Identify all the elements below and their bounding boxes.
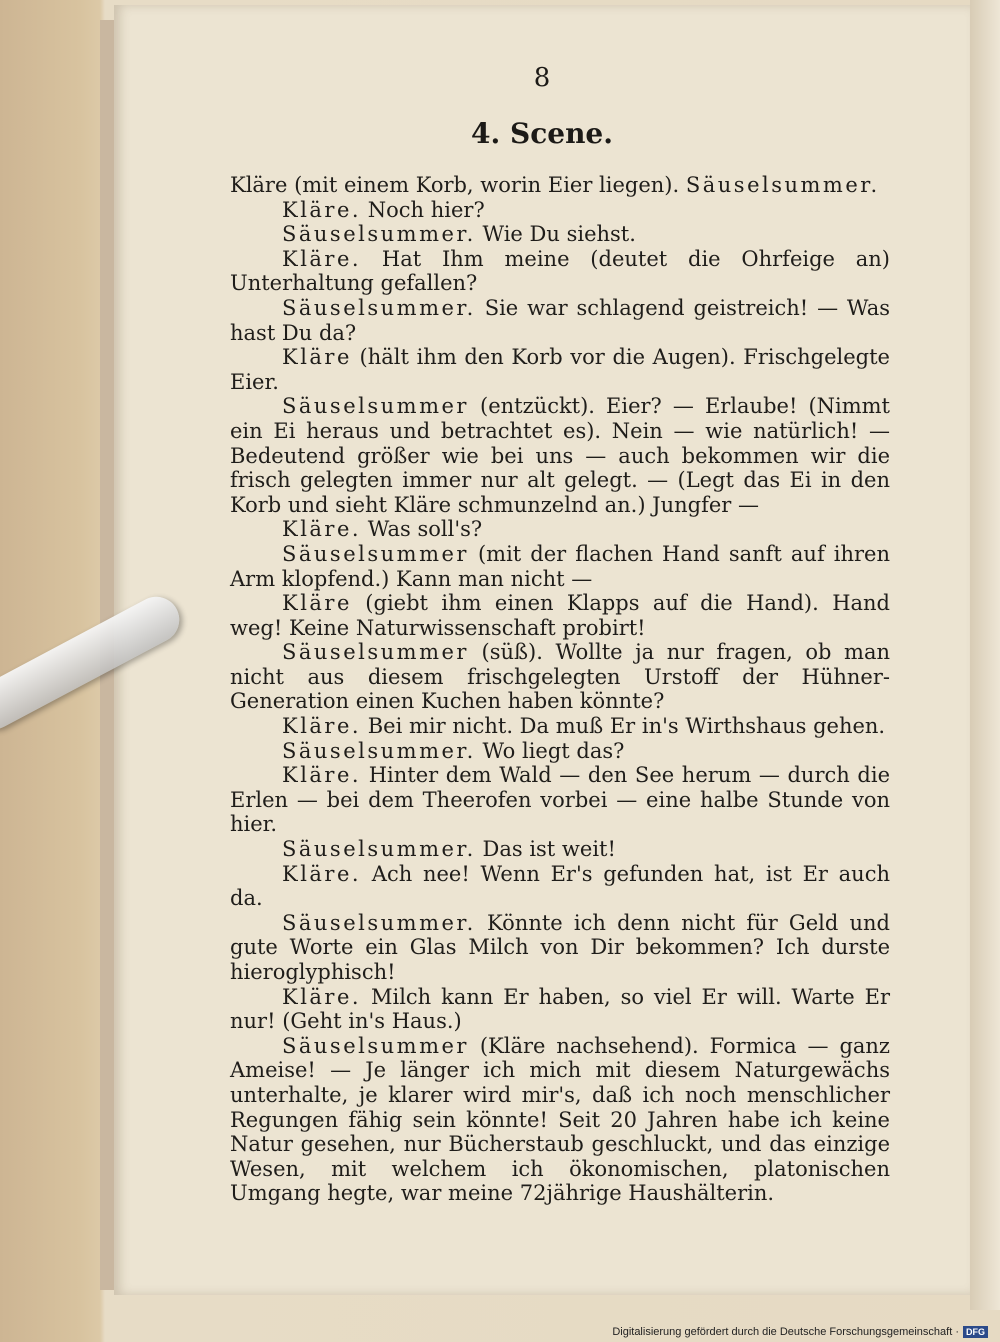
dialogue-paragraph [230,763,890,837]
dialogue-paragraph [230,173,890,198]
speech-text: Sie war schlagend geistreich! — Was hast Du da? [230,295,890,345]
speech-text: Wie Du siehst. [475,222,636,247]
speaker-name: Säuselsummer. [282,837,476,862]
speaker-name: Kläre. [282,984,362,1009]
speaker-name: Kläre. [282,517,362,542]
credit-text: Digitalisierung gefördert durch die Deutsche Forschungsgemeinschaft · [612,1326,959,1338]
dialogue-paragraph [230,394,890,517]
speech-text: (entzückt). Eier? — Erlaube! (Nimmt ein Ei heraus und betrachtet es). Nein — wie natürlich! — Bedeutend größer wie bei uns — auch bekommen wir die frisch gelegten immer nur alt gelegt. — (Legt das Ei in den Korb und sieht Kläre schmunzelnd an.) Jungfer — [230,394,890,517]
speaker-name: Säuselsummer. [282,910,476,935]
speech-text: Hat Ihm meine (deutet die Ohrfeige an) Unterhaltung gefallen? [230,246,890,296]
speech-text: (mit der flachen Hand sanft auf ihren Arm klopfend.) Kann man nicht — [230,541,890,591]
dialogue-paragraph [230,739,890,764]
dialogue-paragraph [230,985,890,1034]
speaker-name: Säuselsummer [282,394,469,419]
speech-text: Wo liegt das? [475,738,625,763]
speaker-name: Säuselsummer [282,541,469,566]
dialogue-paragraph [230,247,890,296]
speech-text: (hält ihm den Korb vor die Augen). Frischgelegte Eier. [230,345,890,394]
speech-text: (süß). Wollte ja nur fragen, ob man nicht aus diesem frischgelegten Urstoff der Hühner-Generation einen Kuchen haben könnte? [230,640,890,714]
digitization-credit [612,1326,988,1338]
speech-text: Das ist weit! [475,837,616,862]
speaker-name: Kläre. [282,197,362,222]
speaker-name: Säuselsummer. [282,222,476,247]
speaker-name: Kläre [282,591,352,616]
page-number: 8 [533,63,551,93]
book-page [114,5,970,1295]
speech-text: (Kläre nachsehend). Formica — ganz Ameise! — Je länger ich mich mit diesem Naturgewächs unterhalte, je klarer wird mir's, daß ich noch menschlicher Regungen fähig sein könnte! Seit 20 Jahren habe ich keine Natur gesehen, nur Bücherstaub geschluckt, und das einzige Wesen, mit welchem ich ökonomischen, platonischen Umgang hegte, war meine 72jährige Haushälterin. [230,1033,890,1206]
speaker-name: Säuselsummer [282,640,469,665]
speaker-name: Kläre. [282,246,362,271]
dialogue-paragraph [230,911,890,985]
speaker-name: Säuselsummer [282,1033,469,1058]
dfg-logo: DFG [963,1326,988,1338]
dialogue-paragraph [230,837,890,862]
scene-title: 4. Scene. [471,117,613,150]
dialogue-paragraph [230,640,890,714]
speech-text: Könnte ich denn nicht für Geld und gute Worte ein Glas Milch von Dir bekommen? Ich durste hieroglyphisch! [230,910,890,984]
dialogue-paragraph [230,862,890,911]
speech-text: Bei mir nicht. Da muß Er in's Wirthshaus gehen. [361,714,886,739]
dialogue-paragraph [230,591,890,640]
dialogue-paragraph [230,198,890,223]
speaker-name: Kläre. [282,714,362,739]
dialogue-paragraph [230,222,890,247]
dialogue-paragraph [230,296,890,345]
speaker-name: Säuselsummer. [685,173,880,197]
speech-text: Hinter dem Wald — den See herum — durch die Erlen — bei dem Theerofen vorbei — eine halbe Stunde von hier. [230,763,890,837]
page-stack-edge [970,0,1000,1310]
dialogue-paragraph [230,345,890,394]
dialogue-paragraph [230,517,890,542]
dialogue-text [230,173,890,1206]
speech-text: (giebt ihm einen Klapps auf die Hand). Hand weg! Keine Naturwissenschaft probirt! [230,591,890,640]
speech-text: Noch hier? [361,197,485,222]
speaker-name: Säuselsummer. [282,738,476,763]
dialogue-paragraph [230,714,890,739]
speaker-name: Kläre. [282,861,362,886]
stage-direction: Kläre (mit einem Korb, worin Eier liegen). [230,173,686,197]
dialogue-paragraph [230,542,890,591]
speaker-name: Kläre [282,345,352,370]
speaker-name: Kläre. [282,763,362,788]
speech-text: Was soll's? [361,517,483,542]
dialogue-paragraph [230,1034,890,1206]
speech-text: Ach nee! Wenn Er's gefunden hat, ist Er auch da. [230,861,890,911]
speech-text: Milch kann Er haben, so viel Er will. Warte Er nur! (Geht in's Haus.) [230,984,890,1034]
speaker-name: Säuselsummer. [282,295,476,320]
